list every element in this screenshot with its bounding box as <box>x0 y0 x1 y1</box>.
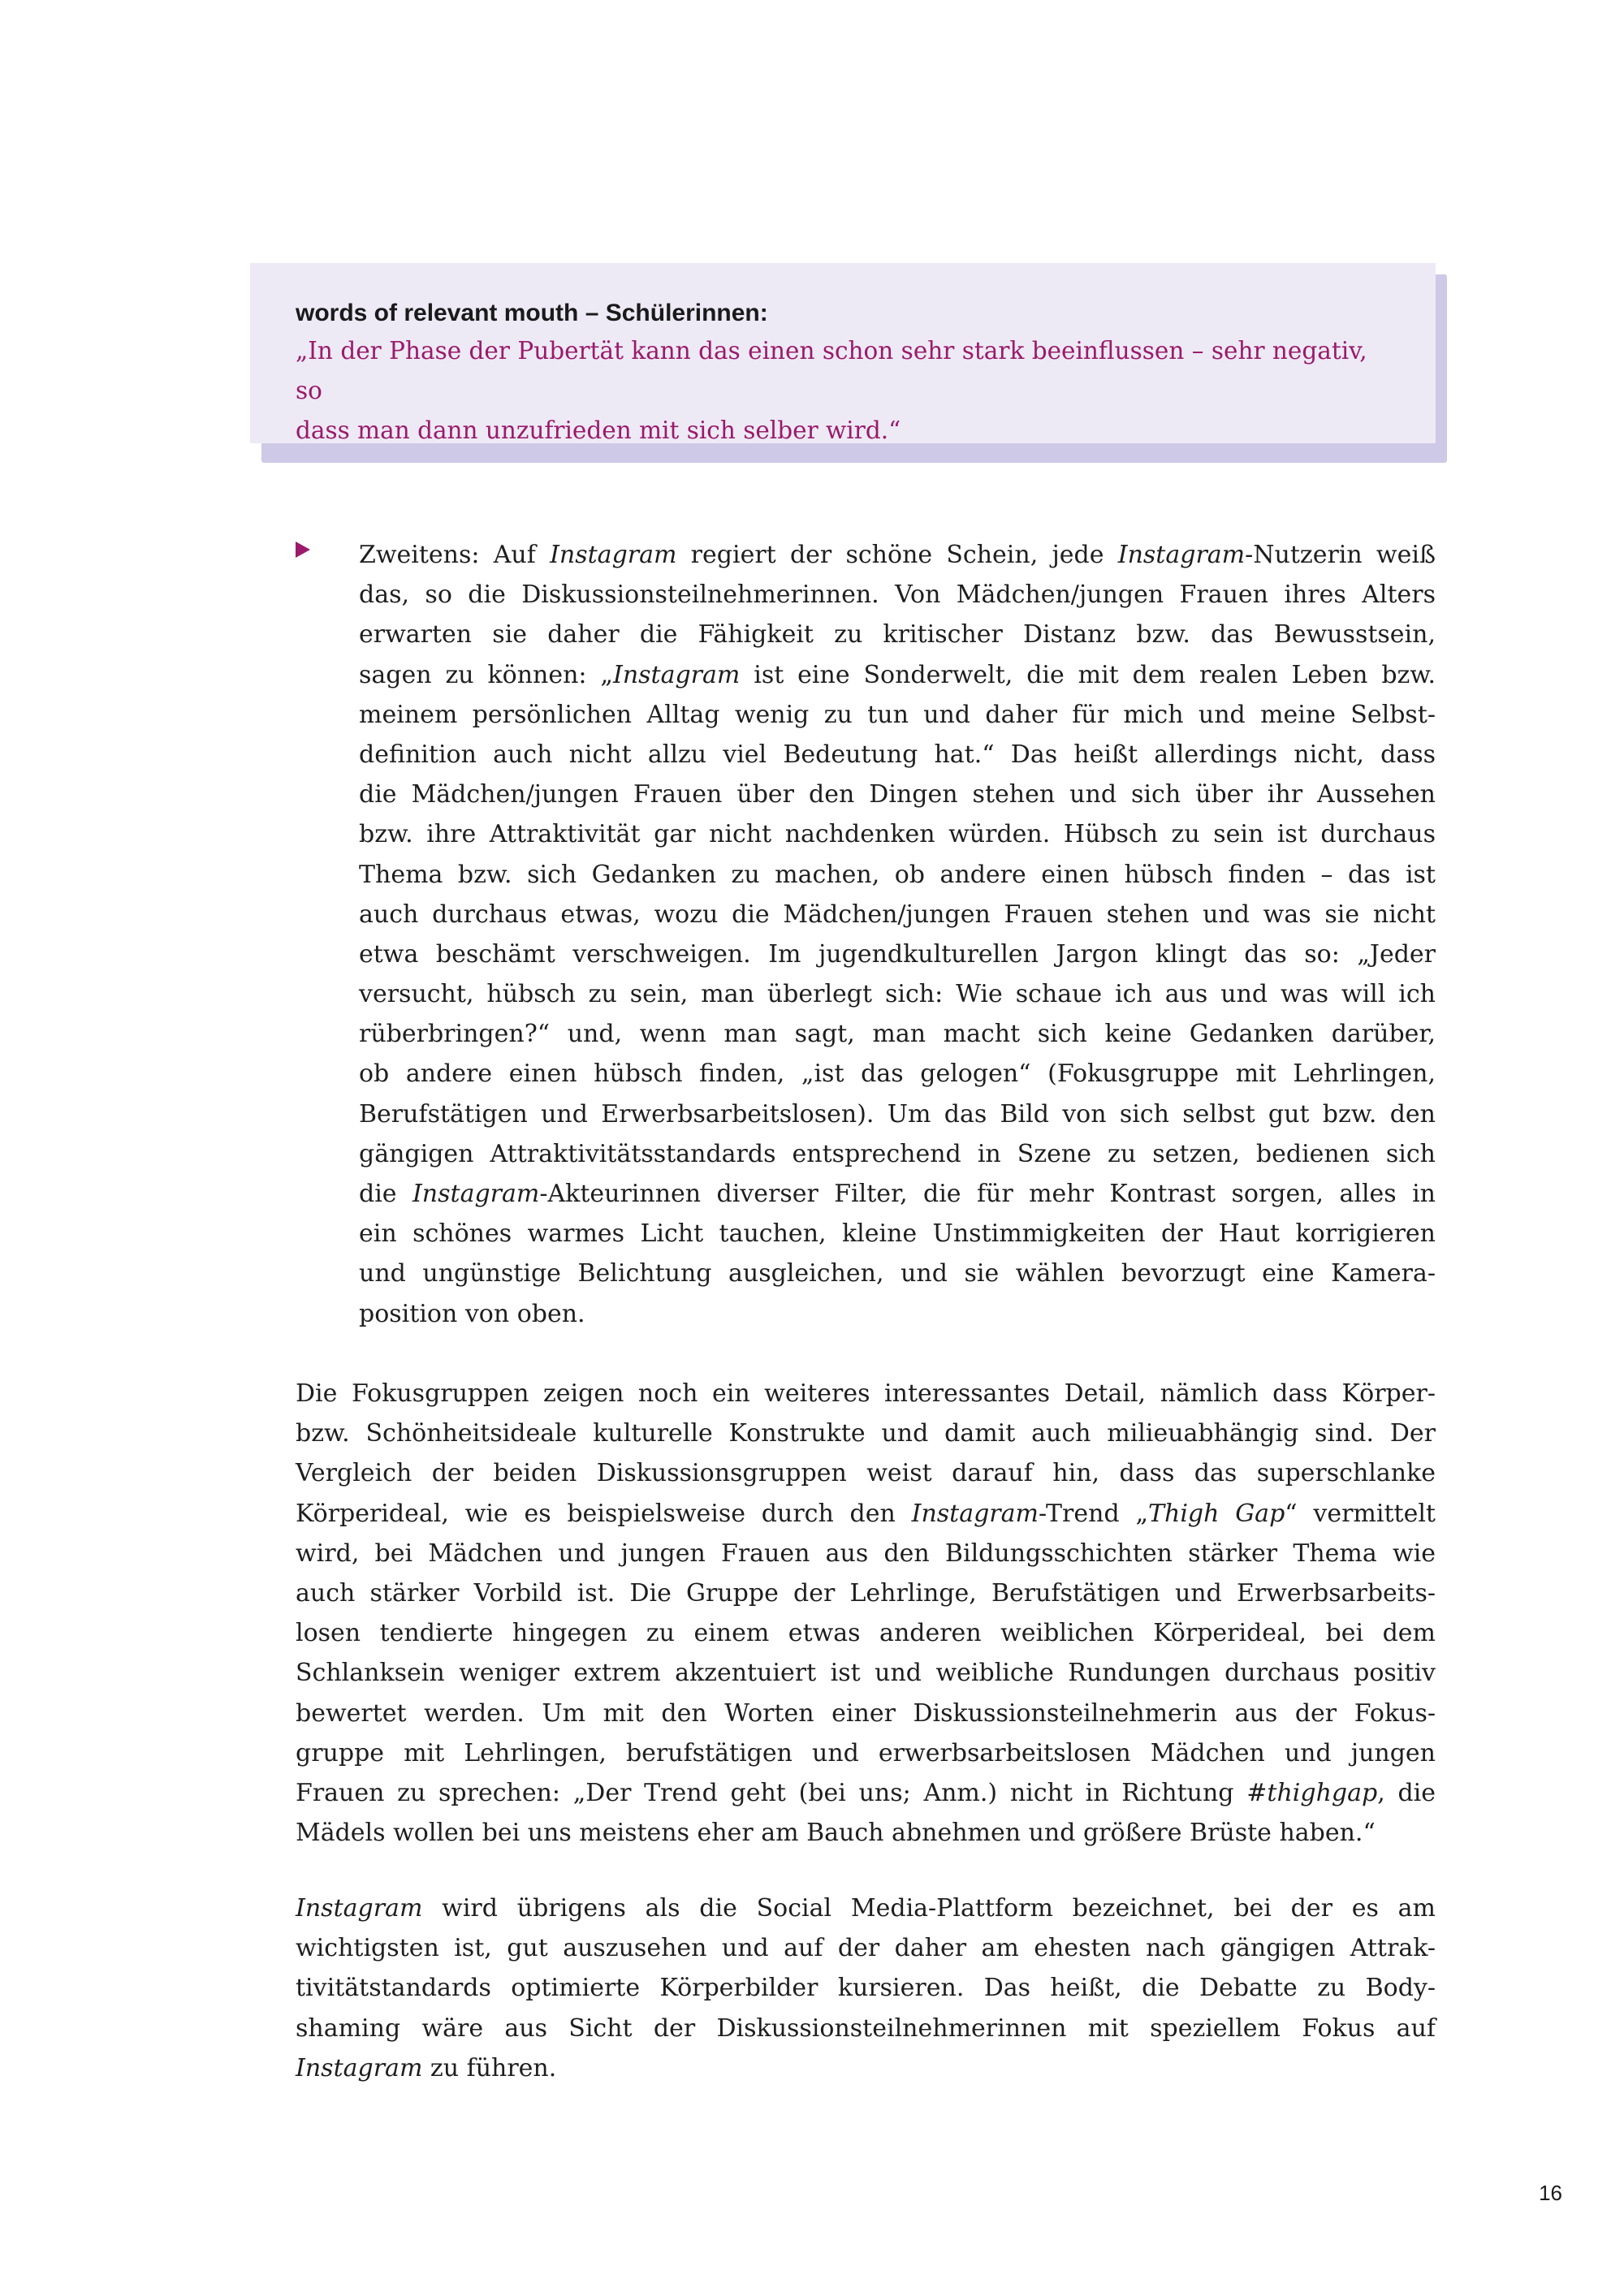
text-line: etwa beschämt verschweigen. Im jugendkulturellen Jargon klingt das so: „Jeder <box>359 939 1436 969</box>
body-paragraph <box>296 1374 1436 1853</box>
text-line: Körperideal, wie es beispielsweise durch den Instagram-Trend „Thigh Gap“ vermittelt <box>296 1499 1436 1528</box>
text-line: das, so die Diskussionsteilnehmerinnen. Von Mädchen/jungen Frauen ihres Alters <box>359 580 1436 610</box>
paragraph-fokusgruppen <box>296 1374 1436 1853</box>
text-line: auch durchaus etwas, wozu die Mädchen/jungen Frauen stehen und was sie nicht <box>359 900 1436 929</box>
quote-line: „In der Phase der Pubertät kann das einen schon sehr stark beeinflussen – sehr negativ, so <box>296 337 1367 404</box>
text-line: definition auch nicht allzu viel Bedeutung hat.“ Das heißt allerdings nicht, dass <box>359 740 1436 769</box>
text-line: ein schönes warmes Licht tauchen, kleine Unstimmigkeiten der Haut korrigieren <box>359 1219 1436 1249</box>
text-line: losen tendierte hingegen zu einem etwas anderen weiblichen Körperideal, bei dem <box>296 1619 1436 1648</box>
body-paragraph <box>296 1888 1436 2088</box>
bullet-paragraph <box>359 535 1436 1334</box>
text-line: Instagram wird übrigens als die Social Media-Plattform bezeichnet, bei der es am <box>296 1894 1436 1923</box>
text-line: und ungünstige Belichtung ausgleichen, und sie wählen bevorzugt eine Kamera- <box>359 1259 1436 1288</box>
text-line: gruppe mit Lehrlingen, berufstätigen und erwerbsarbeitslosen Mädchen und jungen <box>296 1738 1436 1767</box>
paragraph-instagram <box>296 1888 1436 2088</box>
text-line: Mädels wollen bei uns meistens eher am Bauch abnehmen und größere Brüste haben.“ <box>296 1819 1376 1848</box>
text-line: auch stärker Vorbild ist. Die Gruppe der Lehrlinge, Berufstätigen und Erwerbsarbeits- <box>296 1578 1436 1608</box>
text-line: rüberbringen?“ und, wenn man sagt, man macht sich keine Gedanken darüber, <box>359 1020 1436 1049</box>
text-line: die Instagram-Akteurinnen diverser Filter, die für mehr Kontrast sorgen, alles in <box>359 1180 1436 1208</box>
quote-label: words of relevant mouth – Schülerinnen: <box>296 300 768 326</box>
text-line: die Mädchen/jungen Frauen über den Dingen stehen und sich über ihr Aussehen <box>359 780 1436 809</box>
text-line: Zweitens: Auf Instagram regiert der schöne Schein, jede Instagram-Nutzerin weiß <box>359 541 1436 569</box>
quote-text <box>296 331 1390 451</box>
triangle-bullet-icon <box>296 542 310 558</box>
text-line: Frauen zu sprechen: „Der Trend geht (bei uns; Anm.) nicht in Richtung #thighgap, die <box>296 1778 1436 1807</box>
text-line: Instagram zu führen. <box>296 2053 557 2082</box>
text-line: meinem persönlichen Alltag wenig zu tun und daher für mich und meine Selbst- <box>359 700 1436 729</box>
text-line: ob andere einen hübsch finden, „ist das gelogen“ (Fokusgruppe mit Lehrlingen, <box>359 1060 1436 1089</box>
text-line: bzw. Schönheitsideale kulturelle Konstrukte und damit auch milieuabhängig sind. Der <box>296 1419 1436 1448</box>
text-line: Schlanksein weniger extrem akzentuiert ist und weibliche Rundungen durchaus positiv <box>296 1659 1436 1688</box>
text-line: Die Fokusgruppen zeigen noch ein weiteres interessantes Detail, nämlich dass Körper- <box>296 1379 1436 1408</box>
text-line: wird, bei Mädchen und jungen Frauen aus den Bildungsschichten stärker Thema wie <box>296 1539 1436 1568</box>
text-line: tivitätstandards optimierte Körperbilder kursieren. Das heißt, die Debatte zu Body- <box>296 1974 1436 2003</box>
text-line: sagen zu können: „Instagram ist eine Sonderwelt, die mit dem realen Leben bzw. <box>359 660 1436 689</box>
quote-line: dass man dann unzufrieden mit sich selber wird.“ <box>296 416 901 444</box>
text-line: Thema bzw. sich Gedanken zu machen, ob andere einen hübsch finden – das ist <box>359 860 1436 889</box>
text-line: wichtigsten ist, gut auszusehen und auf der daher am ehesten nach gängigen Attrak- <box>296 1934 1436 1963</box>
text-line: position von oben. <box>359 1299 585 1328</box>
quote-box <box>250 263 1436 458</box>
text-line: bzw. ihre Attraktivität gar nicht nachdenken würden. Hübsch zu sein ist durchaus <box>359 820 1436 849</box>
text-line: Berufstätigen und Erwerbsarbeitslosen). Um das Bild von sich selbst gut bzw. den <box>359 1099 1436 1129</box>
bullet-text <box>359 535 1436 1334</box>
text-line: versucht, hübsch zu sein, man überlegt sich: Wie schaue ich aus und was will ich <box>359 980 1436 1009</box>
text-line: Vergleich der beiden Diskussionsgruppen weist darauf hin, dass das superschlanke <box>296 1459 1436 1488</box>
text-line: bewertet werden. Um mit den Worten einer Diskussionsteilnehmerin aus der Fokus- <box>296 1698 1436 1728</box>
text-line: erwarten sie daher die Fähigkeit zu kritischer Distanz bzw. das Bewusstsein, <box>359 620 1436 650</box>
text-line: shaming wäre aus Sicht der Diskussionsteilnehmerinnen mit speziellem Fokus auf <box>296 2013 1436 2043</box>
text-line: gängigen Attraktivitätsstandards entsprechend in Szene zu setzen, bedienen sich <box>359 1139 1436 1168</box>
quote-box-panel <box>250 263 1436 443</box>
page-number: 16 <box>1539 2181 1562 2205</box>
